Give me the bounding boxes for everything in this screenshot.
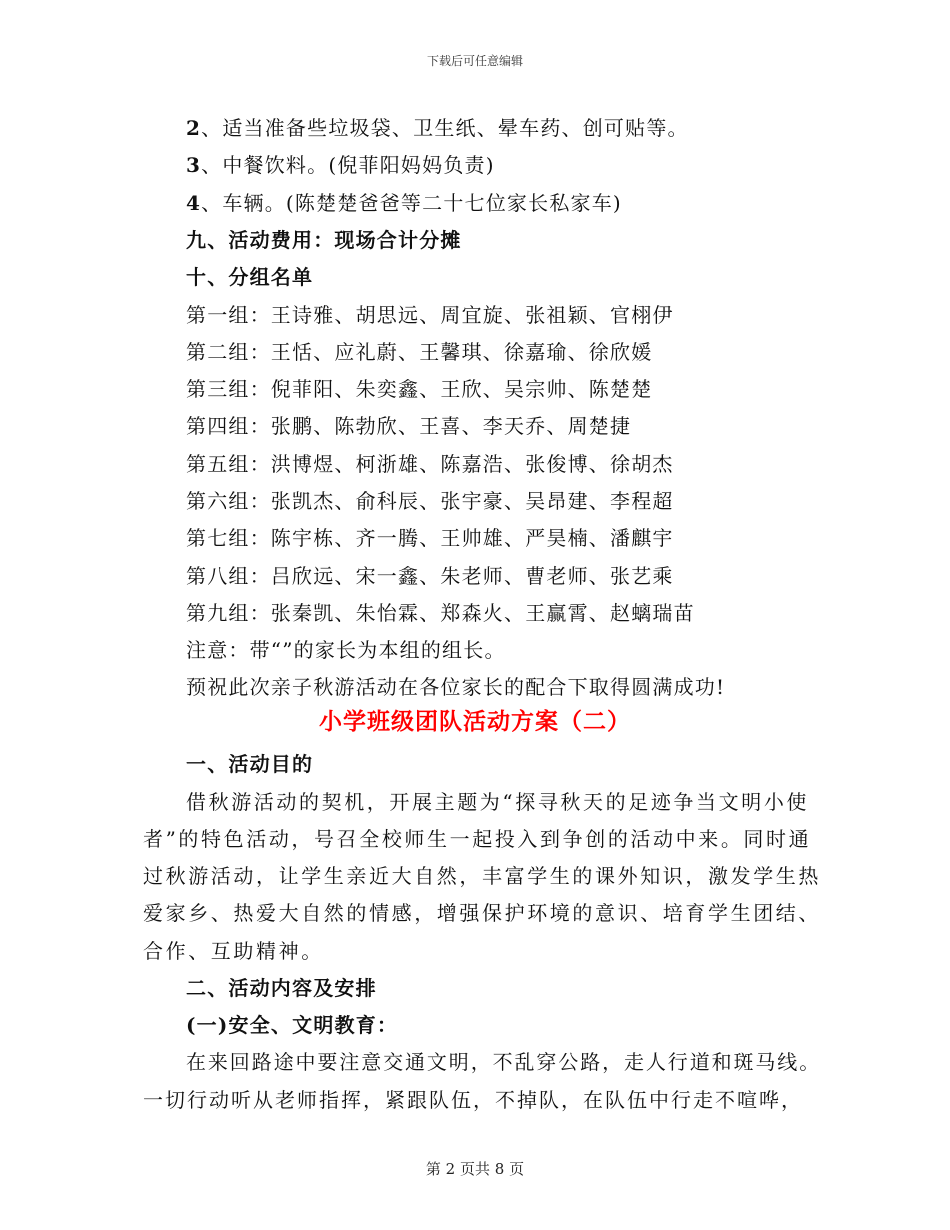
group-line: 第七组：陈宇栋、齐一腾、王帅雄、严昊楠、潘麒宇 <box>186 526 674 550</box>
part1-line: 过秋游活动，让学生亲近大自然，丰富学生的课外知识，激发学生热 <box>143 864 821 888</box>
leader-note: 注意：带“”的家长为本组的组长。 <box>186 638 506 662</box>
list-text: 、中餐饮料。(倪菲阳妈妈负责) <box>201 153 495 177</box>
group-line: 第六组：张凯杰、俞科辰、张宇豪、吴昂建、李程超 <box>186 489 674 513</box>
group-line: 第二组：王恬、应礼蔚、王馨琪、徐嘉瑜、徐欣媛 <box>186 340 653 364</box>
group-line: 第一组：王诗雅、胡思远、周宜旋、张祖颖、官栩伊 <box>186 303 674 327</box>
list-item-2 <box>186 116 689 140</box>
part1-line: 借秋游活动的契机，开展主题为“探寻秋天的足迹争当文明小使 <box>186 790 810 814</box>
part2-line: 在来回路途中要注意交通文明，不乱穿公路，走人行道和斑马线。 <box>186 1050 822 1074</box>
page-footer: 第 2 页共 8 页 <box>425 1160 525 1178</box>
part1-line: 者”的特色活动，号召全校师生一起投入到争创的活动中来。同时通 <box>143 827 812 851</box>
part2-subheading: (一)安全、文明教育： <box>186 1013 399 1037</box>
list-number: 4 <box>186 191 202 215</box>
group-line: 第四组：张鹏、陈勃欣、王喜、李天乔、周楚捷 <box>186 414 632 438</box>
list-text: 、适当准备些垃圾袋、卫生纸、晕车药、创可贴等。 <box>201 116 689 140</box>
group-line: 第五组：洪博煜、柯浙雄、陈嘉浩、张俊博、徐胡杰 <box>186 452 674 476</box>
list-number: 2 <box>186 116 202 140</box>
section-heading-9: 九、活动费用：现场合计分摊 <box>186 228 462 252</box>
part2-heading: 二、活动内容及安排 <box>186 976 377 1000</box>
part1-line: 合作、互助精神。 <box>143 939 324 963</box>
part1-line: 爱家乡、热爱大自然的情感，增强保护环境的意识、培育学生团结、 <box>143 901 821 925</box>
group-line: 第八组：吕欣远、宋一鑫、朱老师、曹老师、张艺乘 <box>186 564 674 588</box>
list-number: 3 <box>186 153 202 177</box>
group-line: 第三组：倪菲阳、朱奕鑫、王欣、吴宗帅、陈楚楚 <box>186 377 653 401</box>
part1-heading: 一、活动目的 <box>186 752 314 776</box>
list-text: 、车辆。(陈楚楚爸爸等二十七位家长私家车) <box>201 191 622 215</box>
list-item-4 <box>186 191 622 215</box>
part2-line: 一切行动听从老师指挥，紧跟队伍，不掉队，在队伍中行走不喧哗， <box>143 1088 803 1112</box>
closing-wish: 预祝此次亲子秋游活动在各位家长的配合下取得圆满成功! <box>186 675 726 699</box>
group-line: 第九组：张秦凯、朱怡霖、郑森火、王赢霄、赵螭瑞苗 <box>186 601 695 625</box>
list-item-3 <box>186 153 495 177</box>
page-header: 下载后可任意编辑 <box>426 54 523 68</box>
section-heading-10: 十、分组名单 <box>186 265 314 289</box>
document-title: 小学班级团队活动方案（二） <box>319 709 631 735</box>
